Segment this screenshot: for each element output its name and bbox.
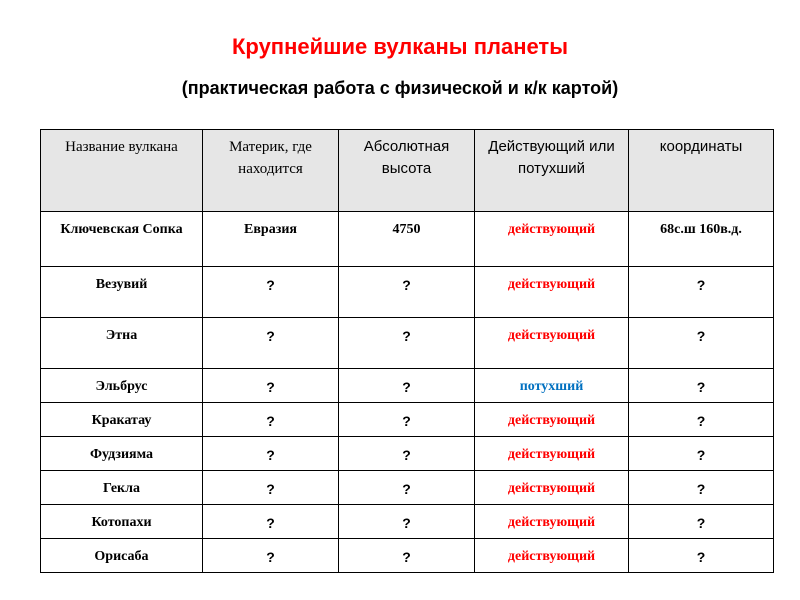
continent-cell: ?	[203, 267, 339, 318]
table-row	[41, 403, 774, 437]
height-cell: ?	[339, 539, 475, 573]
height-cell: ?	[339, 471, 475, 505]
status-cell: потухший	[475, 369, 629, 403]
status-cell: действующий	[475, 212, 629, 267]
volcano-name-cell: Орисаба	[41, 539, 203, 573]
coordinates-cell: ?	[629, 267, 774, 318]
coordinates-cell: ?	[629, 437, 774, 471]
column-header-continent: Материк, где находится	[203, 130, 339, 212]
height-cell: ?	[339, 267, 475, 318]
continent-cell: ?	[203, 369, 339, 403]
continent-cell: ?	[203, 318, 339, 369]
table-row	[41, 539, 774, 573]
table-row	[41, 369, 774, 403]
continent-cell: ?	[203, 471, 339, 505]
continent-cell: ?	[203, 505, 339, 539]
status-cell: действующий	[475, 318, 629, 369]
status-cell: действующий	[475, 539, 629, 573]
continent-cell: ?	[203, 437, 339, 471]
height-cell: ?	[339, 505, 475, 539]
column-header-status: Действующий или потухший	[475, 130, 629, 212]
coordinates-cell: ?	[629, 471, 774, 505]
height-cell: ?	[339, 318, 475, 369]
status-cell: действующий	[475, 505, 629, 539]
coordinates-cell: ?	[629, 318, 774, 369]
table-row	[41, 471, 774, 505]
coordinates-cell: ?	[629, 539, 774, 573]
volcano-name-cell: Везувий	[41, 267, 203, 318]
table-header-row	[41, 130, 774, 212]
continent-cell: Евразия	[203, 212, 339, 267]
height-cell: 4750	[339, 212, 475, 267]
table-row	[41, 212, 774, 267]
table-row	[41, 318, 774, 369]
table-row	[41, 505, 774, 539]
volcano-name-cell: Этна	[41, 318, 203, 369]
volcano-name-cell: Эльбрус	[41, 369, 203, 403]
table-row	[41, 267, 774, 318]
continent-cell: ?	[203, 539, 339, 573]
volcano-name-cell: Фудзияма	[41, 437, 203, 471]
status-cell: действующий	[475, 437, 629, 471]
status-cell: действующий	[475, 471, 629, 505]
height-cell: ?	[339, 369, 475, 403]
column-header-coordinates: координаты	[629, 130, 774, 212]
page-title: Крупнейшие вулканы планеты	[232, 34, 568, 59]
height-cell: ?	[339, 437, 475, 471]
status-cell: действующий	[475, 403, 629, 437]
coordinates-cell: 68с.ш 160в.д.	[629, 212, 774, 267]
continent-cell: ?	[203, 403, 339, 437]
coordinates-cell: ?	[629, 369, 774, 403]
column-header-height: Абсолютная высота	[339, 130, 475, 212]
coordinates-cell: ?	[629, 505, 774, 539]
status-cell: действующий	[475, 267, 629, 318]
column-header-name: Название вулкана	[41, 130, 203, 212]
height-cell: ?	[339, 403, 475, 437]
volcano-name-cell: Котопахи	[41, 505, 203, 539]
coordinates-cell: ?	[629, 403, 774, 437]
volcano-name-cell: Ключевская Сопка	[41, 212, 203, 267]
table-row	[41, 437, 774, 471]
volcano-name-cell: Кракатау	[41, 403, 203, 437]
volcano-table	[40, 129, 774, 573]
page-subtitle: (практическая работа с физической и к/к картой)	[181, 78, 619, 98]
volcano-name-cell: Гекла	[41, 471, 203, 505]
